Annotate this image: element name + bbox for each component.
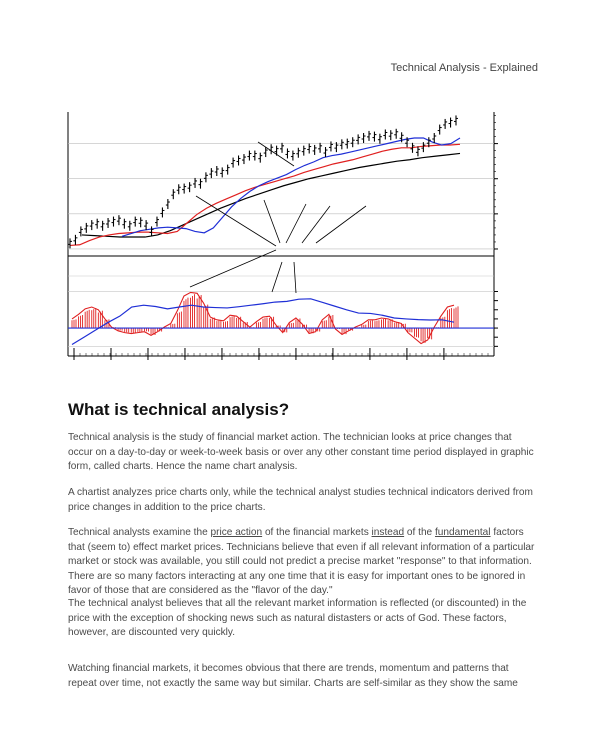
technical-indicators-pointer <box>272 262 282 292</box>
fundamental-link[interactable]: fundamental <box>434 527 491 538</box>
price-action-link[interactable]: price action <box>210 527 263 538</box>
technical-indicators-pointer <box>286 204 306 243</box>
p3-text-4: factors that (seem to) effect market prices. Technicians believe that even if all relevant information of a particular market or stock was available, you still could not predict a precise market "response" to that information. There are so many factors interacting at any one time that it is easy for important ones to be ignored in favor of those that are considered as the "flavor of the day." <box>68 527 535 597</box>
technical-indicators-pointer <box>294 262 296 293</box>
technical-indicators-pointer <box>302 206 330 243</box>
medium-moving-average-line <box>70 144 460 245</box>
price-chart-pointer <box>258 142 294 166</box>
technical-indicators-pointer <box>316 206 366 243</box>
instead-link[interactable]: instead <box>371 527 405 538</box>
page-header-title: Technical Analysis - Explained <box>390 62 538 74</box>
p3-text-2: of the financial markets <box>262 527 372 538</box>
paragraph-chart-analysis: Technical analysis is the study of financial market action. The technician looks at price changes that occur on a day-to-day or week-to-week basis or over any other constant time period displayed in graphic form, called charts. Hence the name chart analysis. <box>68 432 534 473</box>
technical-indicators-pointer <box>264 200 280 243</box>
p3-text-3: of the <box>404 527 435 538</box>
technical-analysis-chart <box>62 112 502 374</box>
long-moving-average-line <box>82 153 460 237</box>
paragraph-watching-markets: Watching financial markets, it becomes obvious that there are trends, momentum and patterns that repeat over time, not exactly the same way but similar. Charts are self-similar as they show the same <box>68 663 518 689</box>
article-heading: What is technical analysis? <box>68 400 290 419</box>
paragraph-chartist: A chartist analyzes price charts only, while the technical analyst studies technical indicators derived from price changes in addition to the price charts. <box>68 487 533 513</box>
paragraph-technical-analysts <box>68 526 538 599</box>
short-moving-average-line <box>122 138 460 236</box>
p3-text-1: Technical analysts examine the <box>68 527 211 538</box>
paragraph-market-information: The technical analyst believes that all the relevant market information is reflected (or discounted) in the price with the exception of shocking news such as natural distasters or acts of God. These factors, however, are discounted very quickly. <box>68 598 527 639</box>
